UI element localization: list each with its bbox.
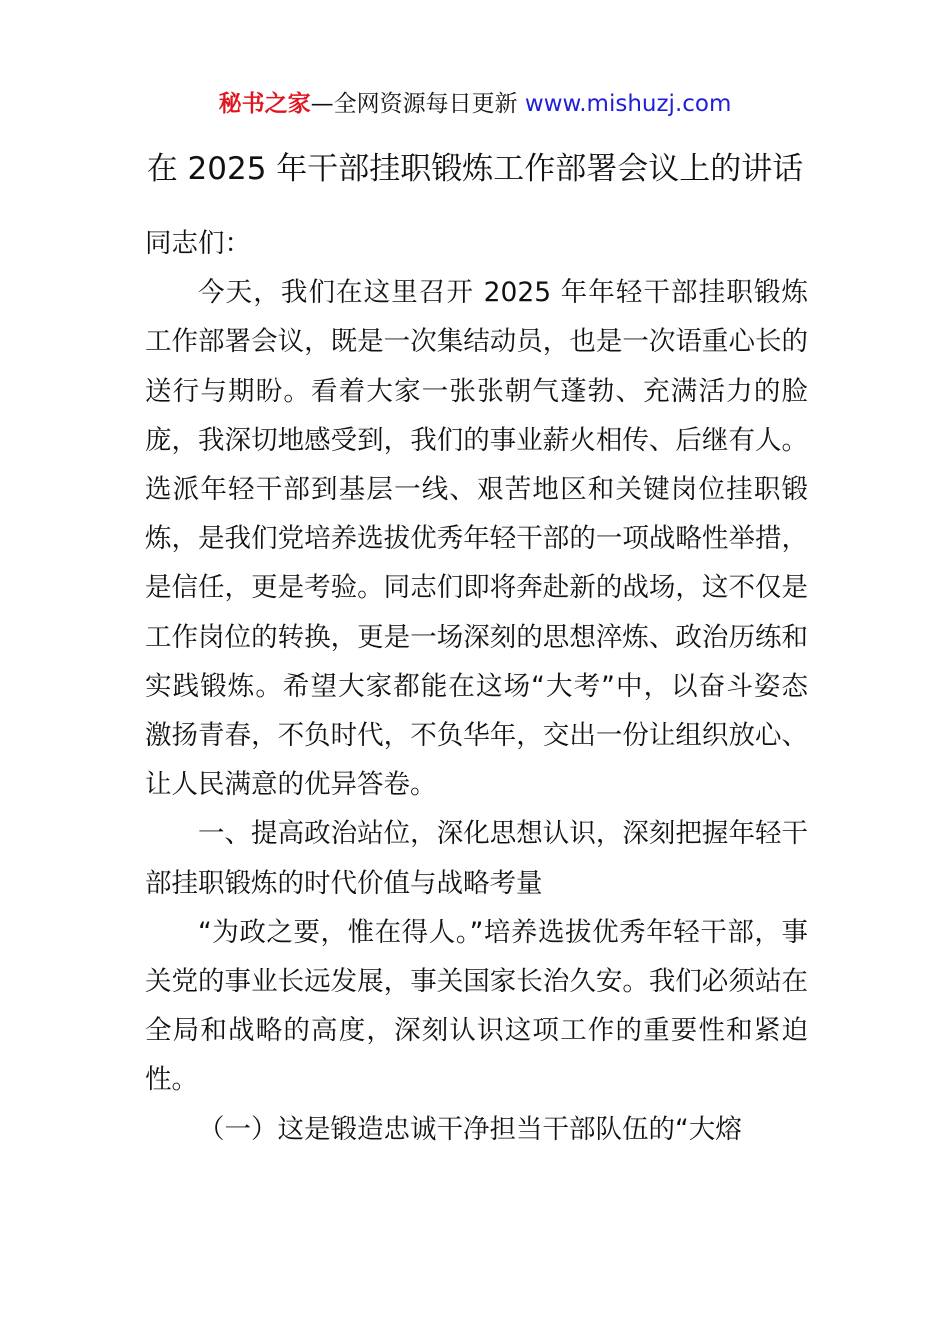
site-brand: 秘书之家	[218, 91, 311, 117]
salutation: 同志们：	[145, 228, 251, 259]
body-paragraph: “为政之要，惟在得人。”培养选拔优秀年轻干部，事关党的事业长远发展，事关国家长治久安。我们必须站在全局和战略的高度，深刻认识这项工作的重要性和紧迫性。	[145, 916, 808, 1096]
body-paragraph: 今天，我们在这里召开 2025 年年轻干部挂职锻炼工作部署会议，既是一次集结动员，也是一次语重心长的送行与期盼。看着大家一张张朝气蓬勃、充满活力的脸庞，我深切地感受到，我们的事业薪火相传、后继有人。选派年轻干部到基层一线、艰苦地区和关键岗位挂职锻炼，是我们党培养选拔优秀年轻干部的一项战略性举措，是信任，更是考验。同志们即将奔赴新的战场，这不仅是工作岗位的转换，更是一场深刻的思想淬炼、政治历练和实践锻炼。希望大家都能在这场“大考”中，以奋斗姿态激扬青春，不负时代，不负华年，交出一份让组织放心、让人民满意的优异答卷。	[145, 277, 808, 801]
document-title: 在 2025 年干部挂职锻炼工作部署会议上的讲话	[146, 151, 804, 187]
site-url-link[interactable]: www.mishuzj.com	[524, 91, 732, 117]
subsection-heading: （一）这是锻造忠诚干净担当干部队伍的“大熔	[198, 1113, 742, 1145]
section-heading: 一、提高政治站位，深化思想认识，深刻把握年轻干部挂职锻炼的时代价值与战略考量	[145, 818, 808, 899]
site-header	[0, 86, 950, 122]
site-tagline: —全网资源每日更新	[310, 91, 525, 117]
document-body	[145, 219, 808, 1154]
